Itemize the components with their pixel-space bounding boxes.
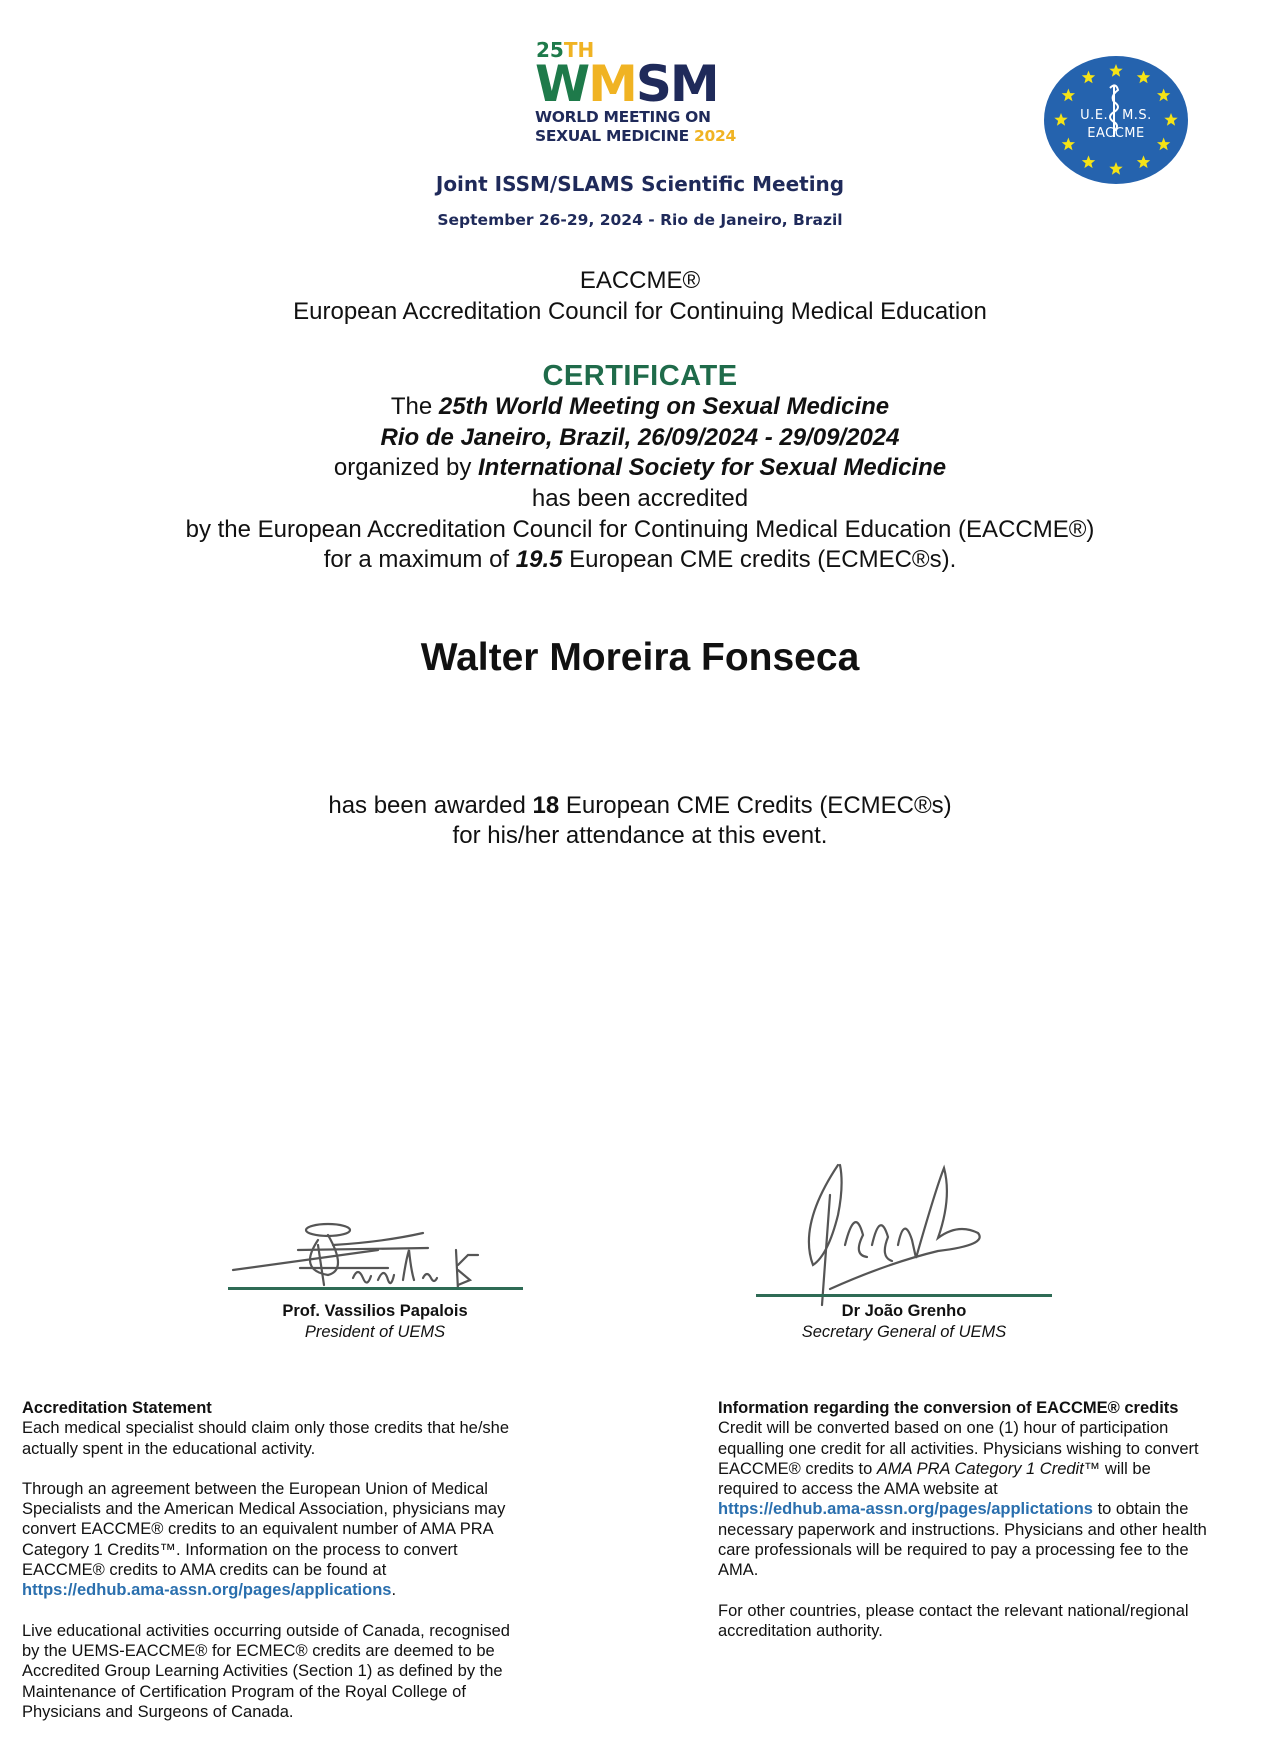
- conversion-information: [718, 1398, 1208, 1661]
- awarded-suffix: European CME Credits (ECMEC®s): [565, 792, 952, 819]
- council-acronym: EACCME®: [579, 267, 701, 294]
- accredited-by-line: by the European Accreditation Council for Continuing Medical Education (EACCME®): [185, 516, 1095, 543]
- max-prefix: for a maximum of: [323, 546, 516, 573]
- conversion-p1-italic: AMA PRA Category 1 Credit™: [876, 1459, 1101, 1478]
- signatory-role-left: President of UEMS: [304, 1323, 446, 1341]
- joint-meeting-title: Joint ISSM/SLAMS Scientific Meeting: [435, 172, 845, 196]
- signature-line-left: [228, 1287, 523, 1290]
- ama-applications-link[interactable]: https://edhub.ama-assn.org/pages/applications: [22, 1581, 392, 1600]
- accreditation-p1: Each medical specialist should claim only those credits that he/she actually spent in the educational activity.: [22, 1419, 509, 1458]
- conversion-heading: Information regarding the conversion of EACCME® credits: [718, 1399, 1179, 1417]
- event-name: 25th World Meeting on Sexual Medicine: [438, 393, 890, 420]
- badge-eaccme: EACCME: [1087, 126, 1145, 141]
- signatory-name-left: Prof. Vassilios Papalois: [282, 1302, 468, 1320]
- signature-grenho-icon: [800, 1145, 1000, 1315]
- conversion-p2: For other countries, please contact the relevant national/regional accreditation authority.: [718, 1601, 1189, 1640]
- awarded-line: [0, 792, 1280, 820]
- logo-ordinal-suffix: TH: [563, 38, 595, 62]
- badge-uems-b: M.S.: [1122, 108, 1152, 123]
- conversion-p1-b: will be required to access the AMA website at: [718, 1459, 1151, 1499]
- wmsm-logo: [535, 40, 755, 150]
- accreditation-heading: Accreditation Statement: [22, 1399, 212, 1417]
- badge-uems-a: U.E.: [1080, 108, 1109, 123]
- ama-applictations-link[interactable]: https://edhub.ama-assn.org/pages/applictations: [718, 1500, 1093, 1519]
- event-location-dates: Rio de Janeiro, Brazil, 26/09/2024 - 29/09/2024: [380, 424, 900, 451]
- certificate-title: CERTIFICATE: [542, 360, 738, 392]
- max-credits-line: [0, 546, 1280, 574]
- logo-line2: SEXUAL MEDICINE: [535, 127, 689, 145]
- conversion-p1: [718, 1418, 1208, 1580]
- awarded-credits: 18: [532, 792, 560, 819]
- recipient-name: Walter Moreira Fonseca: [420, 636, 860, 679]
- uems-eaccme-badge: [1043, 55, 1189, 185]
- conversion-p1-c: to obtain the necessary paperwork and instructions. Physicians and other health care professionals will be required to pay a processing fee to the AMA.: [718, 1500, 1207, 1580]
- max-suffix: European CME credits (ECMEC®s).: [562, 546, 957, 573]
- attendance-line: for his/her attendance at this event.: [452, 822, 828, 849]
- accreditation-p2-end: .: [391, 1581, 397, 1600]
- event-prefix: The: [390, 393, 439, 420]
- accreditation-p3: Live educational activities occurring outside of Canada, recognised by the UEMS-EACCME® for ECMEC® credits are deemed to be Accredited Group Learning Activities (Section 1) as defined by the Maintenance of Certification Program of the Royal College of Physicians and Surgeons of Canada.: [22, 1621, 510, 1721]
- awarded-prefix: has been awarded: [328, 792, 533, 819]
- organizer-prefix: organized by: [333, 454, 478, 481]
- conversion-p1-a: Credit will be converted based on one (1) hour of participation equalling one credit for all activities. Physicians wishing to convert EACCME® credits to: [718, 1419, 1199, 1478]
- council-full-name: European Accreditation Council for Continuing Medical Education: [293, 298, 987, 325]
- meeting-dates: September 26-29, 2024 - Rio de Janeiro, Brazil: [437, 211, 843, 229]
- accreditation-p2: [22, 1479, 512, 1601]
- signature-line-right: [756, 1294, 1052, 1297]
- accredited-line: has been accredited: [531, 485, 749, 512]
- signatory-name-right: Dr João Grenho: [841, 1302, 967, 1320]
- logo-line1: WORLD MEETING ON: [535, 108, 711, 126]
- logo-letters-sm: SM: [635, 55, 718, 113]
- event-line: [0, 393, 1280, 421]
- organizer-name: International Society for Sexual Medicine: [477, 454, 947, 481]
- accreditation-statement: [22, 1398, 512, 1742]
- logo-ordinal-num: 25: [536, 38, 564, 62]
- max-credits-value: 19.5: [515, 546, 563, 573]
- logo-letter-w: W: [535, 55, 589, 113]
- organizer-line: [0, 454, 1280, 482]
- signatory-role-right: Secretary General of UEMS: [801, 1323, 1007, 1341]
- accreditation-p2-text: Through an agreement between the European Union of Medical Specialists and the American Medical Association, physicians may convert EACCME® credits to an equivalent number of AMA PRA Category 1 Credits™. Information on the process to convert EACCME® credits to AMA credits can be found at: [22, 1479, 506, 1580]
- logo-letter-m: M: [588, 55, 636, 113]
- signature-papalois-icon: [228, 1170, 498, 1290]
- logo-year: 2024: [694, 127, 736, 145]
